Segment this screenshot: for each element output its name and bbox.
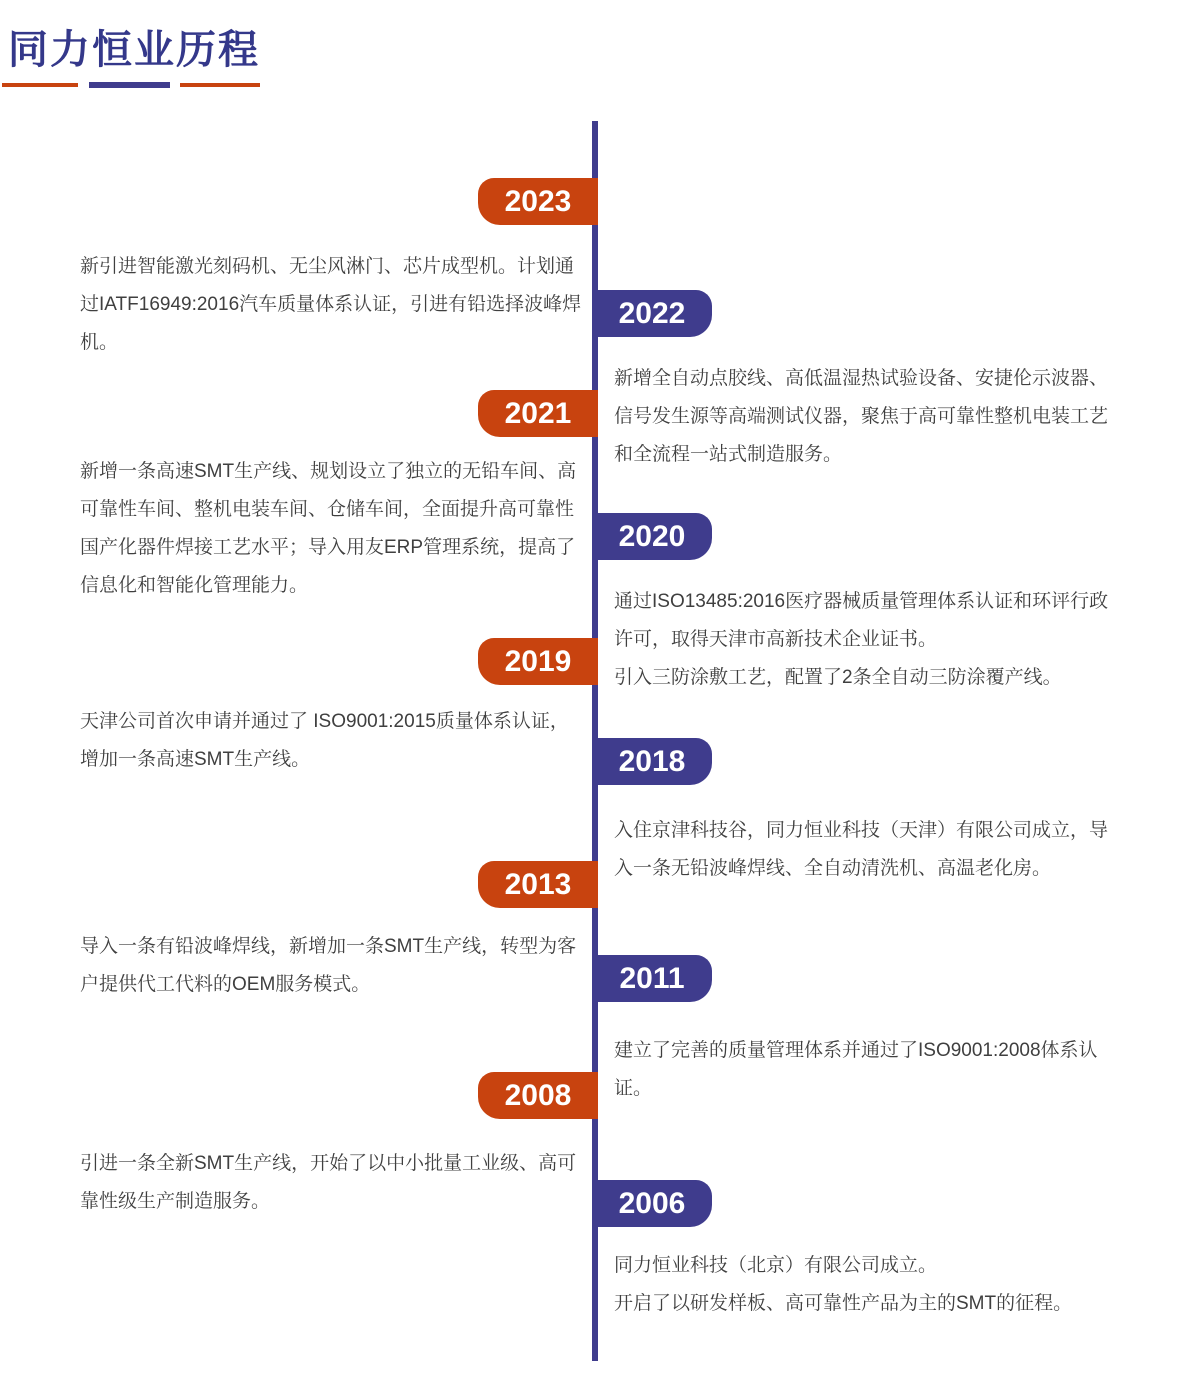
year-label: 2018 — [618, 744, 686, 778]
event-paragraph: 引进一条全新SMT生产线，开始了以中小批量工业级、高可靠性级生产制造服务。 — [80, 1153, 577, 1212]
year-label: 2008 — [504, 1078, 572, 1112]
year-label: 2020 — [618, 519, 686, 553]
event-description-2019 — [80, 703, 585, 779]
event-paragraph: 导入一条有铅波峰焊线，新增加一条SMT生产线，转型为客户提供代工代料的OEM服务模式。 — [80, 936, 577, 995]
event-description-2008 — [80, 1145, 585, 1221]
year-badge-2023 — [478, 178, 598, 225]
event-paragraph: 建立了完善的质量管理体系并通过了ISO9001:2008体系认证。 — [614, 1040, 1098, 1099]
page-title: 同力恒业历程 — [8, 28, 260, 72]
event-paragraph: 天津公司首次申请并通过了 ISO9001:2015质量体系认证，增加一条高速SMT生产线。 — [80, 711, 569, 770]
year-label: 2023 — [504, 184, 572, 218]
event-description-2011 — [614, 1032, 1119, 1108]
event-paragraph: 通过ISO13485:2016医疗器械质量管理体系认证和环评行政许可，取得天津市高新技术企业证书。 — [614, 591, 1109, 650]
event-paragraph: 新增全自动点胶线、高低温湿热试验设备、安捷伦示波器、信号发生源等高端测试仪器，聚焦于高可靠性整机电装工艺和全流程一站式制造服务。 — [614, 368, 1109, 465]
year-label: 2011 — [619, 961, 685, 995]
year-badge-2013 — [478, 861, 598, 908]
event-paragraph: 新增一条高速SMT生产线、规划设立了独立的无铅车间、高可靠性车间、整机电装车间、仓储车间，全面提升高可靠性国产化器件焊接工艺水平；导入用友ERP管理系统，提高了信息化和智能化管理能力。 — [80, 461, 577, 596]
event-description-2013 — [80, 928, 585, 1004]
event-description-2006 — [614, 1247, 1119, 1323]
year-label: 2013 — [504, 867, 572, 901]
year-label: 2006 — [618, 1186, 686, 1220]
year-label: 2022 — [618, 296, 686, 330]
event-paragraph: 入住京津科技谷，同力恒业科技（天津）有限公司成立，导入一条无铅波峰焊线、全自动清洗机、高温老化房。 — [614, 820, 1109, 879]
year-badge-2018 — [592, 738, 712, 785]
year-badge-2022 — [592, 290, 712, 337]
event-description-2018 — [614, 812, 1119, 888]
title-underline-bar-orange-2 — [180, 83, 260, 87]
event-paragraph: 新引进智能激光刻码机、无尘风淋门、芯片成型机。计划通过IATF16949:2016汽车质量体系认证，引进有铅选择波峰焊机。 — [80, 256, 582, 353]
event-description-2021 — [80, 453, 585, 605]
year-label: 2019 — [504, 644, 572, 678]
event-paragraph: 同力恒业科技（北京）有限公司成立。 — [614, 1255, 938, 1276]
year-badge-2006 — [592, 1180, 712, 1227]
title-underline-bar-purple — [89, 82, 170, 88]
year-label: 2021 — [504, 396, 572, 430]
year-badge-2021 — [478, 390, 598, 437]
title-underline-bar-orange-1 — [2, 83, 78, 87]
event-description-2022 — [614, 360, 1119, 474]
event-paragraph: 引入三防涂敷工艺，配置了2条全自动三防涂覆产线。 — [614, 667, 1062, 688]
event-description-2020 — [614, 583, 1119, 697]
event-description-2023 — [80, 248, 585, 362]
year-badge-2011 — [592, 955, 712, 1002]
year-badge-2020 — [592, 513, 712, 560]
year-badge-2008 — [478, 1072, 598, 1119]
event-paragraph: 开启了以研发样板、高可靠性产品为主的SMT的征程。 — [614, 1293, 1073, 1314]
year-badge-2019 — [478, 638, 598, 685]
